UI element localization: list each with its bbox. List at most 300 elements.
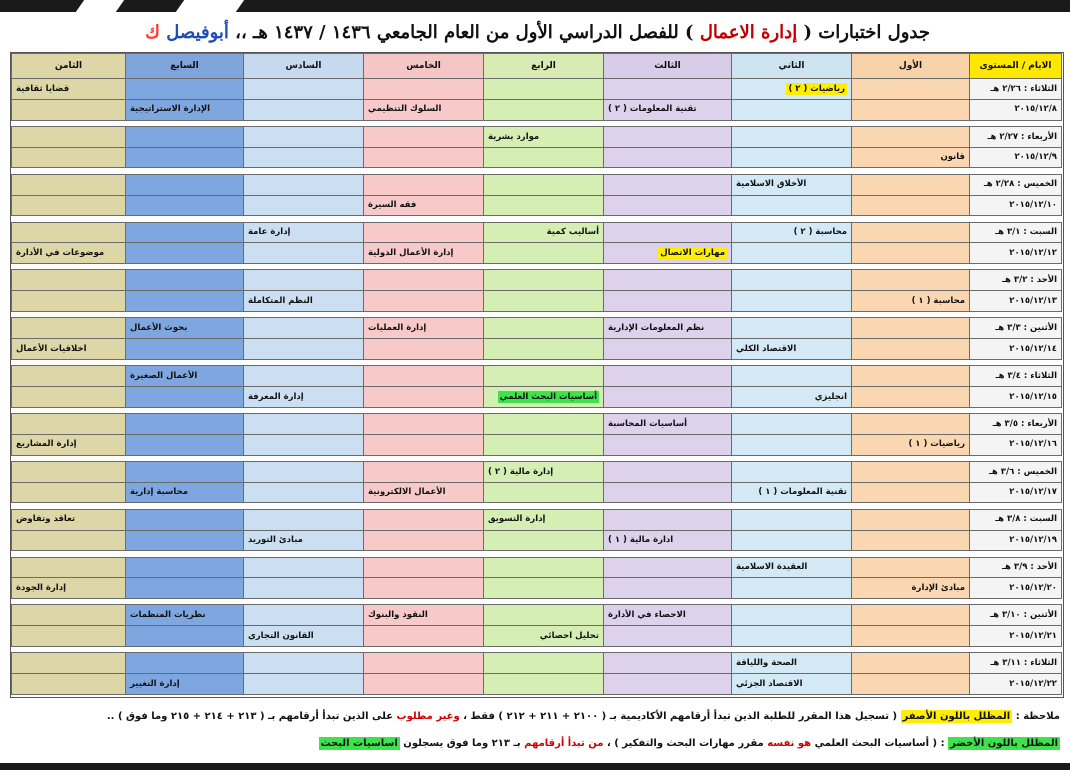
course-name: إدارة المشاريع bbox=[16, 439, 77, 450]
exam-cell bbox=[12, 174, 126, 195]
exam-cell bbox=[484, 509, 604, 530]
exam-cell bbox=[852, 509, 970, 530]
exam-cell bbox=[484, 147, 604, 168]
exam-cell bbox=[244, 386, 364, 407]
exam-cell bbox=[244, 99, 364, 120]
exam-cell bbox=[852, 578, 970, 599]
exam-cell bbox=[852, 482, 970, 503]
exam-cell bbox=[364, 195, 484, 216]
title-rest: ) للفصل الدراسي الأول من العام الجامعي ١٤٣٦ / ١٤٣٧ هـ ،، bbox=[235, 22, 694, 43]
course-name: محاسبة إدارية bbox=[130, 487, 188, 498]
exam-cell bbox=[126, 605, 244, 626]
exam-cell bbox=[732, 578, 852, 599]
exam-cell bbox=[126, 174, 244, 195]
note-yellow-text1: ( تسجيل هذا المقرر للطلبة الذين تبدأ أرقامهم الأكاديمية بـ ( ٢١٠٠ + ٢١١ + ٢١٢ ) فقط ، bbox=[463, 711, 898, 722]
course-name: مبادئ التوريد bbox=[248, 535, 303, 546]
course-name: موضوعات في الأدارة bbox=[16, 248, 105, 259]
exam-cell bbox=[732, 99, 852, 120]
exam-cell bbox=[484, 174, 604, 195]
exam-cell bbox=[732, 366, 852, 387]
exam-cell bbox=[732, 509, 852, 530]
exam-cell bbox=[364, 461, 484, 482]
exam-cell bbox=[12, 126, 126, 147]
exam-cell bbox=[484, 386, 604, 407]
column-header: الايام / المستوى bbox=[970, 54, 1062, 79]
exam-cell bbox=[126, 99, 244, 120]
exam-cell bbox=[364, 434, 484, 455]
exam-cell bbox=[126, 195, 244, 216]
exam-cell bbox=[12, 605, 126, 626]
exam-cell bbox=[244, 626, 364, 647]
course-name: إدارة الجودة bbox=[16, 583, 66, 594]
exam-cell bbox=[852, 557, 970, 578]
exam-cell bbox=[244, 222, 364, 243]
note-green bbox=[10, 738, 1060, 749]
exam-cell bbox=[364, 557, 484, 578]
course-name: إدارة العمليات bbox=[368, 322, 427, 333]
exam-cell bbox=[852, 99, 970, 120]
exam-cell bbox=[484, 339, 604, 360]
exam-cell bbox=[852, 318, 970, 339]
day-cell: الأثنين : ٣/١٠ هـ bbox=[970, 605, 1062, 626]
course-name: النقود والبنوك bbox=[368, 610, 428, 621]
exam-cell bbox=[364, 653, 484, 674]
exam-cell bbox=[364, 530, 484, 551]
date-cell: ٢٠١٥/١٢/٢٠ bbox=[970, 578, 1062, 599]
date-cell: ٢٠١٥/١٢/١٦ bbox=[970, 434, 1062, 455]
exam-cell bbox=[604, 195, 732, 216]
exam-cell bbox=[604, 79, 732, 100]
exam-cell bbox=[244, 318, 364, 339]
table-row bbox=[12, 243, 1062, 264]
course-name: تقنية المعلومات ( ١ ) bbox=[758, 487, 847, 498]
exam-cell bbox=[484, 79, 604, 100]
exam-cell bbox=[244, 605, 364, 626]
course-name: الأعمال الالكترونية bbox=[368, 487, 446, 498]
exam-cell bbox=[364, 270, 484, 291]
exam-cell bbox=[244, 509, 364, 530]
exam-cell bbox=[484, 482, 604, 503]
exam-cell bbox=[732, 530, 852, 551]
exam-cell bbox=[126, 243, 244, 264]
table-row bbox=[12, 99, 1062, 120]
table-row bbox=[12, 222, 1062, 243]
exam-cell bbox=[244, 339, 364, 360]
exam-cell bbox=[604, 291, 732, 312]
course-name: أساليب كمية bbox=[546, 227, 599, 238]
exam-cell bbox=[126, 270, 244, 291]
date-cell: ٢٠١٥/١٢/٨ bbox=[970, 99, 1062, 120]
exam-cell bbox=[852, 414, 970, 435]
exam-cell bbox=[244, 674, 364, 695]
exam-cell bbox=[244, 147, 364, 168]
exam-cell bbox=[12, 414, 126, 435]
exam-cell bbox=[12, 578, 126, 599]
exam-cell bbox=[852, 195, 970, 216]
exam-cell bbox=[852, 461, 970, 482]
exam-cell bbox=[244, 414, 364, 435]
exam-cell bbox=[12, 291, 126, 312]
exam-cell bbox=[484, 414, 604, 435]
exam-cell bbox=[484, 434, 604, 455]
exam-cell bbox=[364, 482, 484, 503]
exam-cell bbox=[732, 414, 852, 435]
exam-cell bbox=[604, 530, 732, 551]
course-name: مبادئ الإدارة bbox=[911, 583, 965, 594]
exam-cell bbox=[364, 243, 484, 264]
day-cell: الأربعاء : ٣/٥ هـ bbox=[970, 414, 1062, 435]
course-name: السلوك التنظيمي bbox=[368, 104, 442, 115]
course-name: أساسيات البحث العلمي bbox=[499, 391, 597, 402]
exam-cell bbox=[732, 126, 852, 147]
exam-cell bbox=[604, 174, 732, 195]
exam-cell bbox=[126, 578, 244, 599]
exam-cell bbox=[484, 626, 604, 647]
note-yellow-label: المظلل باللون الأصفر bbox=[902, 711, 1011, 722]
course-name: تحليل احصائي bbox=[539, 630, 599, 641]
exam-cell bbox=[732, 626, 852, 647]
exam-cell bbox=[12, 222, 126, 243]
course-name: ادارة مالية ( ١ ) bbox=[608, 535, 674, 546]
course-name: محاسبة ( ١ ) bbox=[911, 295, 965, 306]
exam-cell bbox=[364, 386, 484, 407]
exam-cell bbox=[732, 243, 852, 264]
note-green-text1: : ( أساسيات البحث العلمي bbox=[814, 738, 945, 749]
exam-cell bbox=[244, 243, 364, 264]
exam-cell bbox=[126, 461, 244, 482]
exam-cell bbox=[484, 578, 604, 599]
date-cell: ٢٠١٥/١٢/٢٢ bbox=[970, 674, 1062, 695]
table-row bbox=[12, 434, 1062, 455]
exam-cell bbox=[604, 509, 732, 530]
column-header: السادس bbox=[244, 54, 364, 79]
table-row bbox=[12, 557, 1062, 578]
course-name: محاسبة ( ٢ ) bbox=[793, 227, 847, 238]
table-row bbox=[12, 414, 1062, 435]
exam-cell bbox=[732, 482, 852, 503]
exam-cell bbox=[484, 270, 604, 291]
exam-cell bbox=[244, 195, 364, 216]
course-name: العقيدة الاسلامية bbox=[736, 562, 808, 573]
exam-cell bbox=[604, 99, 732, 120]
table-row bbox=[12, 482, 1062, 503]
exam-cell bbox=[604, 270, 732, 291]
exam-cell bbox=[12, 147, 126, 168]
exam-cell bbox=[852, 291, 970, 312]
column-header: الثامن bbox=[12, 54, 126, 79]
day-cell: الأحد : ٣/٢ هـ bbox=[970, 270, 1062, 291]
exam-cell bbox=[732, 386, 852, 407]
exam-cell bbox=[364, 509, 484, 530]
column-header: السابع bbox=[126, 54, 244, 79]
exam-cell bbox=[604, 461, 732, 482]
note-green-text2: مقرر مهارات البحث والتفكير ) ، bbox=[606, 738, 764, 749]
exam-cell bbox=[12, 482, 126, 503]
title-author: أبوفيصل bbox=[166, 22, 229, 43]
exam-cell bbox=[852, 126, 970, 147]
course-name: بحوث الأعمال bbox=[130, 322, 188, 333]
course-name: إدارة التسويق bbox=[488, 514, 546, 525]
exam-cell bbox=[12, 195, 126, 216]
exam-cell bbox=[364, 674, 484, 695]
exam-cell bbox=[484, 243, 604, 264]
course-name: قضايا ثقافية bbox=[16, 83, 70, 94]
exam-cell bbox=[244, 461, 364, 482]
exam-schedule-sheet bbox=[10, 52, 1064, 698]
exam-cell bbox=[126, 653, 244, 674]
exam-cell bbox=[12, 79, 126, 100]
exam-cell bbox=[852, 147, 970, 168]
exam-cell bbox=[244, 434, 364, 455]
column-header: الثالث bbox=[604, 54, 732, 79]
exam-cell bbox=[604, 605, 732, 626]
exam-cell bbox=[484, 557, 604, 578]
course-name: تعاقد وتفاوض bbox=[16, 514, 76, 525]
exam-cell bbox=[732, 195, 852, 216]
table-row bbox=[12, 195, 1062, 216]
exam-cell bbox=[364, 126, 484, 147]
exam-cell bbox=[364, 291, 484, 312]
exam-cell bbox=[604, 147, 732, 168]
table-row bbox=[12, 339, 1062, 360]
exam-cell bbox=[364, 414, 484, 435]
exam-cell bbox=[732, 674, 852, 695]
exam-cell bbox=[852, 243, 970, 264]
course-name: قانون bbox=[940, 152, 965, 163]
exam-cell bbox=[852, 222, 970, 243]
course-name: الاقتصاد الجزئي bbox=[736, 678, 803, 689]
page-title bbox=[10, 16, 930, 50]
exam-cell bbox=[484, 195, 604, 216]
table-row bbox=[12, 530, 1062, 551]
date-cell: ٢٠١٥/١٢/١٤ bbox=[970, 339, 1062, 360]
exam-cell bbox=[484, 318, 604, 339]
table-row bbox=[12, 653, 1062, 674]
day-cell: الخميس : ٣/٦ هـ bbox=[970, 461, 1062, 482]
date-cell: ٢٠١٥/١٢/١٢ bbox=[970, 243, 1062, 264]
exam-cell bbox=[244, 653, 364, 674]
course-name: الأعمال الصغيرة bbox=[130, 370, 198, 381]
course-name: إدارة عامة bbox=[248, 227, 291, 238]
exam-cell bbox=[364, 99, 484, 120]
column-header: الأول bbox=[852, 54, 970, 79]
course-name: أساسيات المحاسبة bbox=[608, 418, 688, 429]
exam-cell bbox=[12, 653, 126, 674]
exam-cell bbox=[12, 461, 126, 482]
table-row bbox=[12, 578, 1062, 599]
table-row bbox=[12, 674, 1062, 695]
exam-cell bbox=[604, 626, 732, 647]
exam-cell bbox=[484, 605, 604, 626]
exam-cell bbox=[126, 147, 244, 168]
exam-cell bbox=[852, 79, 970, 100]
date-cell: ٢٠١٥/١٢/٩ bbox=[970, 147, 1062, 168]
course-name: النظم المتكاملة bbox=[248, 295, 313, 306]
exam-cell bbox=[852, 674, 970, 695]
exam-cell bbox=[364, 366, 484, 387]
exam-cell bbox=[364, 222, 484, 243]
course-name: رياضيات ( ٢ ) bbox=[788, 83, 845, 94]
exam-cell bbox=[852, 366, 970, 387]
day-cell: الأثنين : ٣/٣ هـ bbox=[970, 318, 1062, 339]
exam-cell bbox=[126, 291, 244, 312]
exam-cell bbox=[12, 386, 126, 407]
exam-cell bbox=[732, 79, 852, 100]
exam-cell bbox=[364, 626, 484, 647]
note-green-course: اساسيات البحث bbox=[320, 738, 398, 749]
course-name: اخلاقيات الأعمال bbox=[16, 343, 87, 354]
header-row bbox=[12, 54, 1062, 79]
course-name: رياضيات ( ١ ) bbox=[908, 439, 965, 450]
course-name: الإدارة الاستراتيجية bbox=[130, 104, 211, 115]
exam-cell bbox=[364, 318, 484, 339]
title-dept: إدارة الاعمال bbox=[699, 22, 798, 43]
day-cell: الأحد : ٣/٩ هـ bbox=[970, 557, 1062, 578]
exam-cell bbox=[852, 530, 970, 551]
exam-cell bbox=[732, 147, 852, 168]
top-edge bbox=[0, 0, 1070, 12]
table-row bbox=[12, 79, 1062, 100]
exam-cell bbox=[604, 243, 732, 264]
exam-cell bbox=[732, 222, 852, 243]
date-cell: ٢٠١٥/١٢/١٠ bbox=[970, 195, 1062, 216]
day-cell: الثلاثاء : ٣/١١ هـ bbox=[970, 653, 1062, 674]
exam-cell bbox=[12, 509, 126, 530]
note-green-text3: بـ ٢١٣ وما فوق يسجلون bbox=[403, 738, 521, 749]
exam-schedule-table bbox=[11, 53, 1062, 695]
table-row bbox=[12, 509, 1062, 530]
exam-cell bbox=[364, 174, 484, 195]
course-name: مهارات الاتصال bbox=[660, 248, 725, 259]
course-name: إدارة الأعمال الدولية bbox=[368, 248, 454, 259]
date-cell: ٢٠١٥/١٢/١٣ bbox=[970, 291, 1062, 312]
exam-cell bbox=[604, 482, 732, 503]
exam-cell bbox=[732, 291, 852, 312]
table-row bbox=[12, 126, 1062, 147]
exam-cell bbox=[604, 653, 732, 674]
course-name: إدارة مالية ( ٢ ) bbox=[488, 466, 554, 477]
exam-cell bbox=[604, 414, 732, 435]
exam-cell bbox=[732, 434, 852, 455]
note-yellow-text2: على الذين تبدأ أرقامهم بـ ( ٢١٣ + ٢١٤ + ٢١٥ وما فوق ) .. bbox=[106, 711, 394, 722]
day-cell: الخميس : ٢/٢٨ هـ bbox=[970, 174, 1062, 195]
exam-cell bbox=[12, 434, 126, 455]
exam-cell bbox=[852, 605, 970, 626]
note-lead: ملاحظة : bbox=[1015, 711, 1060, 722]
table-row bbox=[12, 291, 1062, 312]
exam-cell bbox=[364, 578, 484, 599]
exam-cell bbox=[852, 653, 970, 674]
exam-cell bbox=[12, 366, 126, 387]
exam-cell bbox=[12, 243, 126, 264]
column-header: الثاني bbox=[732, 54, 852, 79]
date-cell: ٢٠١٥/١٢/١٩ bbox=[970, 530, 1062, 551]
exam-cell bbox=[126, 386, 244, 407]
exam-cell bbox=[732, 461, 852, 482]
exam-cell bbox=[484, 461, 604, 482]
exam-cell bbox=[484, 126, 604, 147]
exam-cell bbox=[852, 270, 970, 291]
course-name: إدارة التغيير bbox=[130, 678, 180, 689]
exam-cell bbox=[126, 414, 244, 435]
exam-cell bbox=[244, 291, 364, 312]
exam-cell bbox=[732, 318, 852, 339]
note-green-same: هو نفسه bbox=[767, 738, 812, 749]
course-name: نظم المعلومات الإدارية bbox=[608, 322, 705, 333]
course-name: تقنية المعلومات ( ٢ ) bbox=[608, 104, 697, 115]
exam-cell bbox=[604, 557, 732, 578]
course-name: الاحصاء في الأدارة bbox=[608, 610, 686, 621]
note-yellow bbox=[10, 711, 1060, 722]
exam-cell bbox=[732, 174, 852, 195]
exam-cell bbox=[604, 366, 732, 387]
note-yellow-red: وغير مطلوب bbox=[396, 711, 460, 722]
exam-cell bbox=[732, 653, 852, 674]
exam-cell bbox=[604, 318, 732, 339]
exam-cell bbox=[852, 626, 970, 647]
exam-cell bbox=[484, 291, 604, 312]
exam-cell bbox=[126, 126, 244, 147]
course-name: موارد بشرية bbox=[488, 131, 540, 142]
exam-cell bbox=[604, 222, 732, 243]
exam-cell bbox=[12, 557, 126, 578]
exam-cell bbox=[732, 557, 852, 578]
exam-cell bbox=[604, 674, 732, 695]
exam-cell bbox=[484, 530, 604, 551]
exam-cell bbox=[126, 366, 244, 387]
course-name: الأخلاق الاسلامية bbox=[736, 179, 807, 190]
exam-cell bbox=[12, 318, 126, 339]
exam-cell bbox=[484, 653, 604, 674]
exam-cell bbox=[126, 222, 244, 243]
column-header: الخامس bbox=[364, 54, 484, 79]
table-row bbox=[12, 366, 1062, 387]
exam-cell bbox=[244, 270, 364, 291]
course-name: نظريات المنظمات bbox=[130, 610, 206, 621]
table-row bbox=[12, 626, 1062, 647]
exam-cell bbox=[126, 482, 244, 503]
exam-cell bbox=[126, 557, 244, 578]
exam-cell bbox=[484, 222, 604, 243]
exam-cell bbox=[126, 509, 244, 530]
note-green-label: المظلل باللون الأخضر bbox=[950, 738, 1058, 749]
day-cell: الأربعاء : ٢/٢٧ هـ bbox=[970, 126, 1062, 147]
course-name: الاقتصاد الكلي bbox=[736, 343, 797, 354]
exam-cell bbox=[12, 530, 126, 551]
exam-cell bbox=[126, 674, 244, 695]
exam-cell bbox=[126, 530, 244, 551]
exam-cell bbox=[12, 674, 126, 695]
exam-cell bbox=[12, 270, 126, 291]
exam-cell bbox=[126, 339, 244, 360]
course-name: فقه السيرة bbox=[368, 200, 417, 211]
exam-cell bbox=[364, 79, 484, 100]
exam-cell bbox=[126, 318, 244, 339]
exam-cell bbox=[126, 434, 244, 455]
note-green-red: من تبدأ أرقامهم bbox=[524, 738, 604, 749]
exam-cell bbox=[244, 174, 364, 195]
title-main: جدول اختبارات ( bbox=[803, 22, 930, 43]
day-cell: السبت : ٣/٨ هـ bbox=[970, 509, 1062, 530]
exam-cell bbox=[12, 339, 126, 360]
exam-cell bbox=[604, 434, 732, 455]
exam-cell bbox=[364, 147, 484, 168]
table-row bbox=[12, 318, 1062, 339]
exam-cell bbox=[12, 99, 126, 120]
course-name: إدارة المعرفة bbox=[248, 391, 304, 402]
exam-cell bbox=[244, 126, 364, 147]
exam-cell bbox=[364, 339, 484, 360]
